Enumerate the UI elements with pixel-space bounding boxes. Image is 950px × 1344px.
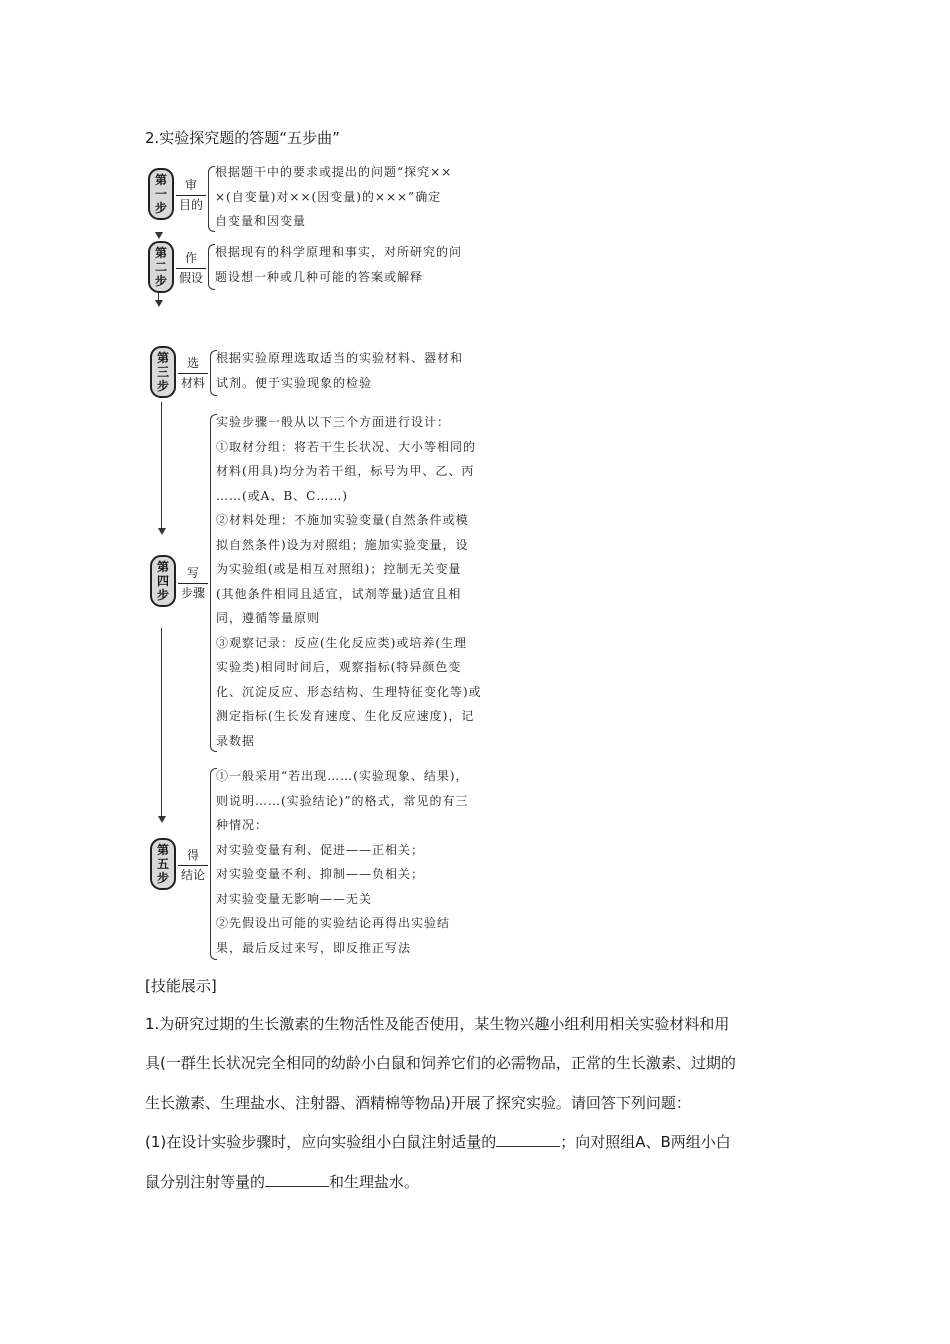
step-1-brace [208, 166, 215, 232]
step-5-badge: 第 五 步 [150, 838, 176, 890]
question-line-3: 生长激素、生理盐水、注射器、酒精棉等物品)开展了探究实验。请回答下列问题： [145, 1094, 691, 1112]
sub-question-1: (1)在设计实验步骤时，应向实验组小白鼠注射适量的 ；向对照组A、B两组小白 [145, 1133, 731, 1151]
arrow-4-to-5 [158, 816, 166, 823]
step-2-action: 作 假设 [176, 249, 206, 287]
step-2-badge: 第 二 步 [148, 241, 174, 293]
arrow-1-to-2 [155, 232, 163, 239]
step-1-badge: 第 一 步 [148, 168, 174, 220]
step-2-brace [208, 244, 215, 290]
sub-question-1-cont: 鼠分别注射等量的 和生理盐水。 [145, 1173, 420, 1191]
section-heading: 2.实验探究题的答题“五步曲” [145, 129, 340, 147]
step-3-badge: 第 三 步 [150, 346, 176, 398]
step-3-action: 选 材料 [178, 354, 208, 392]
connector-3 [161, 402, 162, 528]
arrow-2-to-3 [155, 300, 163, 307]
step-3-description: 根据实验原理选取适当的实验材料、器材和 试剂。便于实验现象的检验 [216, 351, 464, 390]
step-4-description: 实验步骤一般从以下三个方面进行设计： ①取材分组：将若干生长状况、大小等相同的 材料(用具)均分为若干组，标号为甲、乙、丙 ……(或A、B、C……) ②材料处理：不施加实验变量(自然条件或模 拟自然条件)设为对照组；施加实验变量，设 为实验组(或是相互对照组)；控制无关变量 (其他条件相同且适宜，试剂等量)适宜且相 同，遵循等量原则 ③观察记录：反应(生化反应类)或培养(生理 实验类)相同时间后，观察指标(特异颜色变 化、沉淀反应、形态结构、生理特征变化等)或 测定指标(生长发育速度、生化反应速度)，记 录数据 [216, 415, 482, 748]
connector-2 [158, 292, 159, 300]
step-5-description: ①一般采用“若出现……(实验现象、结果)， 则说明……(实验结论)”的格式，常见的有三 种情况： 对实验变量有利、促进——正相关； 对实验变量不利、抑制——负相关； 对实验变量无影响——无关 ②先假设出可能的实验结论再得出实验结 果，最后反过来写，即反推正写法 [216, 769, 469, 955]
arrow-3-to-4 [158, 528, 166, 535]
question-line-1: 1.为研究过期的生长激素的生物活性及能否使用，某生物兴趣小组利用相关实验材料和用 [145, 1015, 730, 1033]
question-line-2: 具(一群生长状况完全相同的幼龄小白鼠和饲养它们的必需物品，正常的生长激素、过期的 [145, 1054, 736, 1072]
connector-4 [161, 628, 162, 816]
step-1-action: 审 目的 [176, 176, 206, 214]
step-1-description: 根据题干中的要求或提出的问题“探究×× ×(自变量)对××(因变量)的×××”确定 自变量和因变量 [215, 165, 453, 228]
step-5-action: 得 结论 [178, 846, 208, 884]
step-2-description: 根据现有的科学原理和事实，对所研究的问 题设想一种或几种可能的答案或解释 [215, 245, 463, 284]
step-4-badge: 第 四 步 [150, 555, 176, 607]
step-4-action: 写 步骤 [178, 564, 208, 602]
answer-blank-2[interactable] [265, 1172, 329, 1187]
answer-blank-1[interactable] [496, 1132, 560, 1147]
skills-label: [技能展示] [145, 977, 217, 995]
